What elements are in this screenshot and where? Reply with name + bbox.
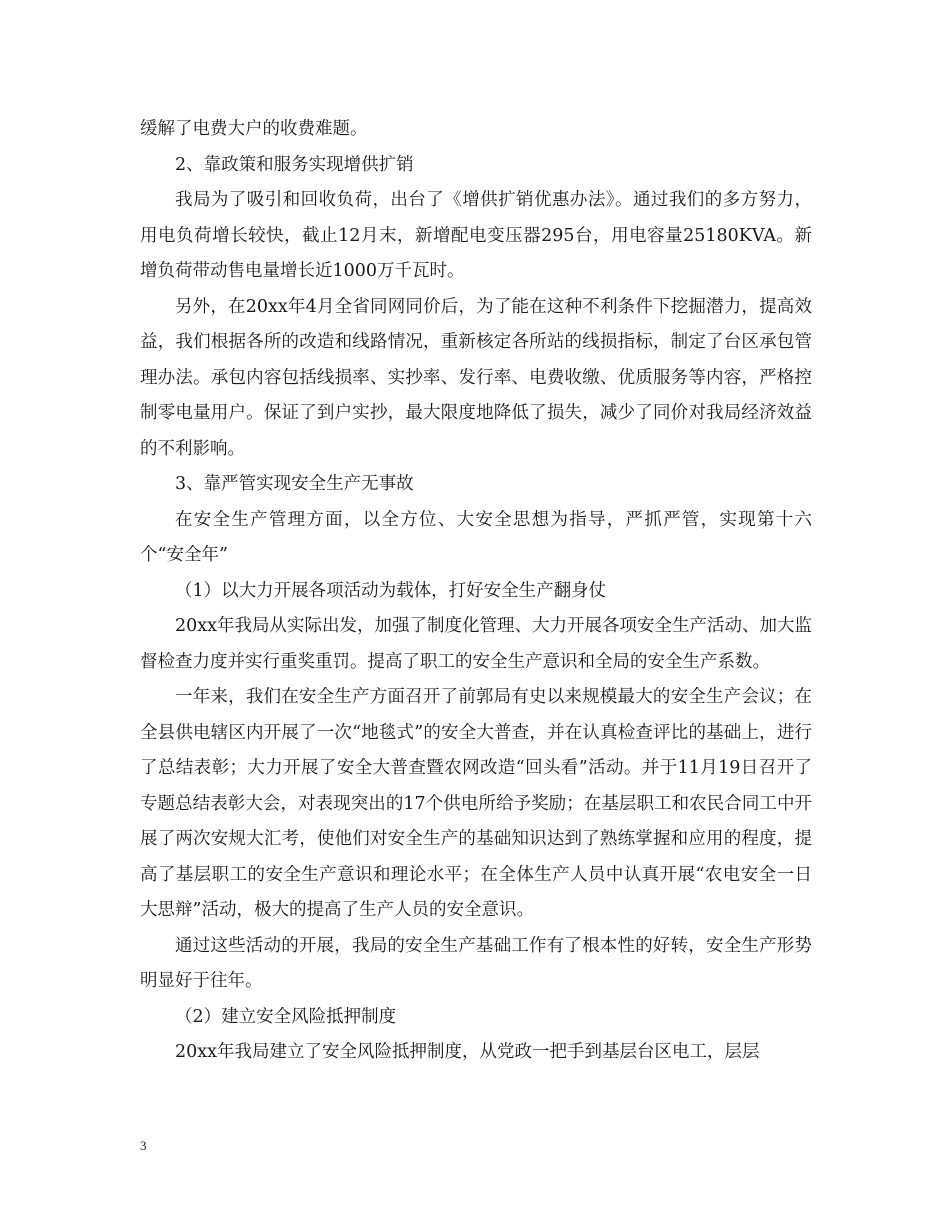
paragraph-body: 另外，在20xx年4月全省同网同价后，为了能在这种不利条件下挖掘潜力，提高效益，我们根据各所的改造和线路情况，重新核定各所站的线损指标，制定了台区承包管理办法。承包内容包括线损率、实抄率、发行率、电费收缴、优质服务等内容，严格控制零电量用户。保证了到户实抄，最大限度地降低了损失，减少了同价对我局经济效益的不利影响。 xyxy=(140,296,812,459)
page-number: 3 xyxy=(140,1138,147,1153)
section-heading-2: 2、靠政策和服务实现增供扩销 xyxy=(175,154,414,175)
paragraph-body: 我局为了吸引和回收负荷，出台了《增供扩销优惠办法》。通过我们的多方努力，用电负荷增长较快，截止12月末，新增配电变压器295台，用电容量25180KVA。新增负荷带动售电量增长近1000万千瓦时。 xyxy=(140,190,812,281)
paragraph-body: 一年来，我们在安全生产方面召开了前郭局有史以来规模最大的安全生产会议；在全县供电辖区内开展了一次“地毯式”的安全大普查，并在认真检查评比的基础上，进行了总结表彰；大力开展了安全大普查暨农网改造“回头看”活动。并于11月19日召开了专题总结表彰大会，对表现突出的17个供电所给予奖励；在基层职工和农民合同工中开展了两次安规大汇考，使他们对安全生产的基础知识达到了熟练掌握和应用的程度，提高了基层职工的安全生产意识和理论水平；在全体生产人员中认真开展“农电安全一日大思辩”活动，极大的提高了生产人员的安全意识。 xyxy=(140,687,812,920)
subsection-heading-2: （2）建立安全风险抵押制度 xyxy=(175,1006,397,1027)
document-body xyxy=(140,112,812,1071)
paragraph-body: 通过这些活动的开展，我局的安全生产基础工作有了根本性的好转，安全生产形势明显好于往年。 xyxy=(140,935,812,991)
section-heading-3: 3、靠严管实现安全生产无事故 xyxy=(175,474,414,494)
paragraph-body: 20xx年我局建立了安全风险抵押制度，从党政一把手到基层台区电工，层层 xyxy=(175,1042,760,1062)
paragraph-body: 20xx年我局从实际出发，加强了制度化管理、大力开展各项安全生产活动、加大监督检查力度并实行重奖重罚。提高了职工的安全生产意识和全局的安全生产系数。 xyxy=(140,616,813,672)
paragraph-continuation: 缓解了电费大户的收费难题。 xyxy=(140,119,368,139)
subsection-heading-1: （1）以大力开展各项活动为载体，打好安全生产翻身仗 xyxy=(175,580,607,601)
paragraph-body: 在安全生产管理方面，以全方位、大安全思想为指导，严抓严管，实现第十六个“安全年” xyxy=(140,509,812,565)
